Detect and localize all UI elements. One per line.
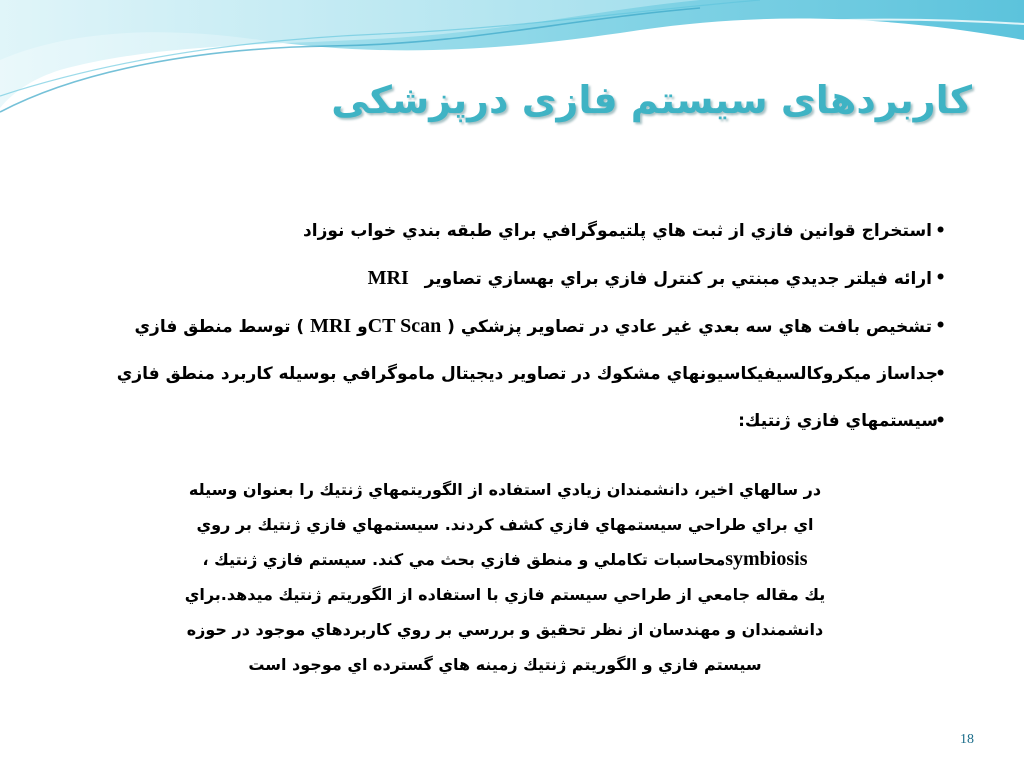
- bullet-item: [66, 218, 946, 244]
- paragraph-line-text: محاسبات تكاملي و منطق فازي بحث مي كند. سيستم فازي ژنتيك ،: [202, 550, 726, 569]
- bullet-item: [66, 361, 946, 387]
- paragraph-line: دانشمندان و مهندسان از نظر تحقيق و بررسي بر روي كاربردهاي موجود در حوزه: [186, 620, 824, 639]
- bullet-marker: •: [935, 411, 946, 431]
- genetic-fuzzy-paragraph: [140, 472, 870, 682]
- paragraph-latin-term: symbiosis: [725, 548, 808, 570]
- bullet-connector: و: [357, 317, 368, 337]
- bullet-item: [66, 313, 946, 340]
- bullet-text-before: تشخيص بافت هاي سه بعدي غير عادي در تصاوير پزشكي (: [447, 317, 932, 337]
- bullet-marker: •: [935, 268, 946, 288]
- bullet-text-after: ) توسط منطق فازي: [134, 317, 305, 337]
- paragraph-line: در سالهاي اخير، دانشمندان زيادي استفاده از الگوريتمهاي ژنتيك را بعنوان وسيله: [188, 480, 822, 499]
- bullet-marker: •: [935, 316, 946, 336]
- bullet-list: [66, 218, 946, 455]
- bullet-item: [66, 408, 946, 434]
- bullet-text: سيستمهاي فازي ژنتيك:: [738, 411, 938, 431]
- bullet-marker: •: [935, 364, 946, 384]
- paragraph-line: [140, 542, 870, 577]
- paragraph-line: اي براي طراحي سيستمهاي فازي كشف كردند. سيستمهاي فازي ژنتيك بر روي: [196, 515, 814, 534]
- paragraph-line: يك مقاله جامعي از طراحي سيستم فازي با استفاده از الگوريتم ژنتيك ميدهد.براي: [184, 585, 826, 604]
- bullet-text: ارائه فيلتر جديدي مبنتي بر كنترل فازي براي بهسازي تصاوير: [424, 269, 932, 289]
- bullet-item: [66, 265, 946, 292]
- slide-page-number: 18: [960, 732, 974, 747]
- slide-title: کاربردهای سیستم فازی درپزشکی: [331, 78, 972, 122]
- bullet-text: استخراج قوانين فازي از ثبت هاي پلتيموگرافي براي طبقه بندي خواب نوزاد: [303, 221, 932, 241]
- bullet-marker: •: [935, 221, 946, 241]
- bullet-latin-term: MRI: [367, 267, 409, 289]
- bullet-text: جداساز ميكروكالسيفيكاسيونهاي مشكوك در تصاوير ديجيتال ماموگرافي بوسيله كاربرد منطق فازي: [116, 364, 938, 384]
- bullet-latin-term: MRI: [310, 315, 352, 337]
- paragraph-line: سيستم فازي و الگوريتم ژنتيك زمينه هاي گسترده اي موجود است: [248, 655, 762, 674]
- bullet-latin-term: CT Scan: [367, 315, 442, 337]
